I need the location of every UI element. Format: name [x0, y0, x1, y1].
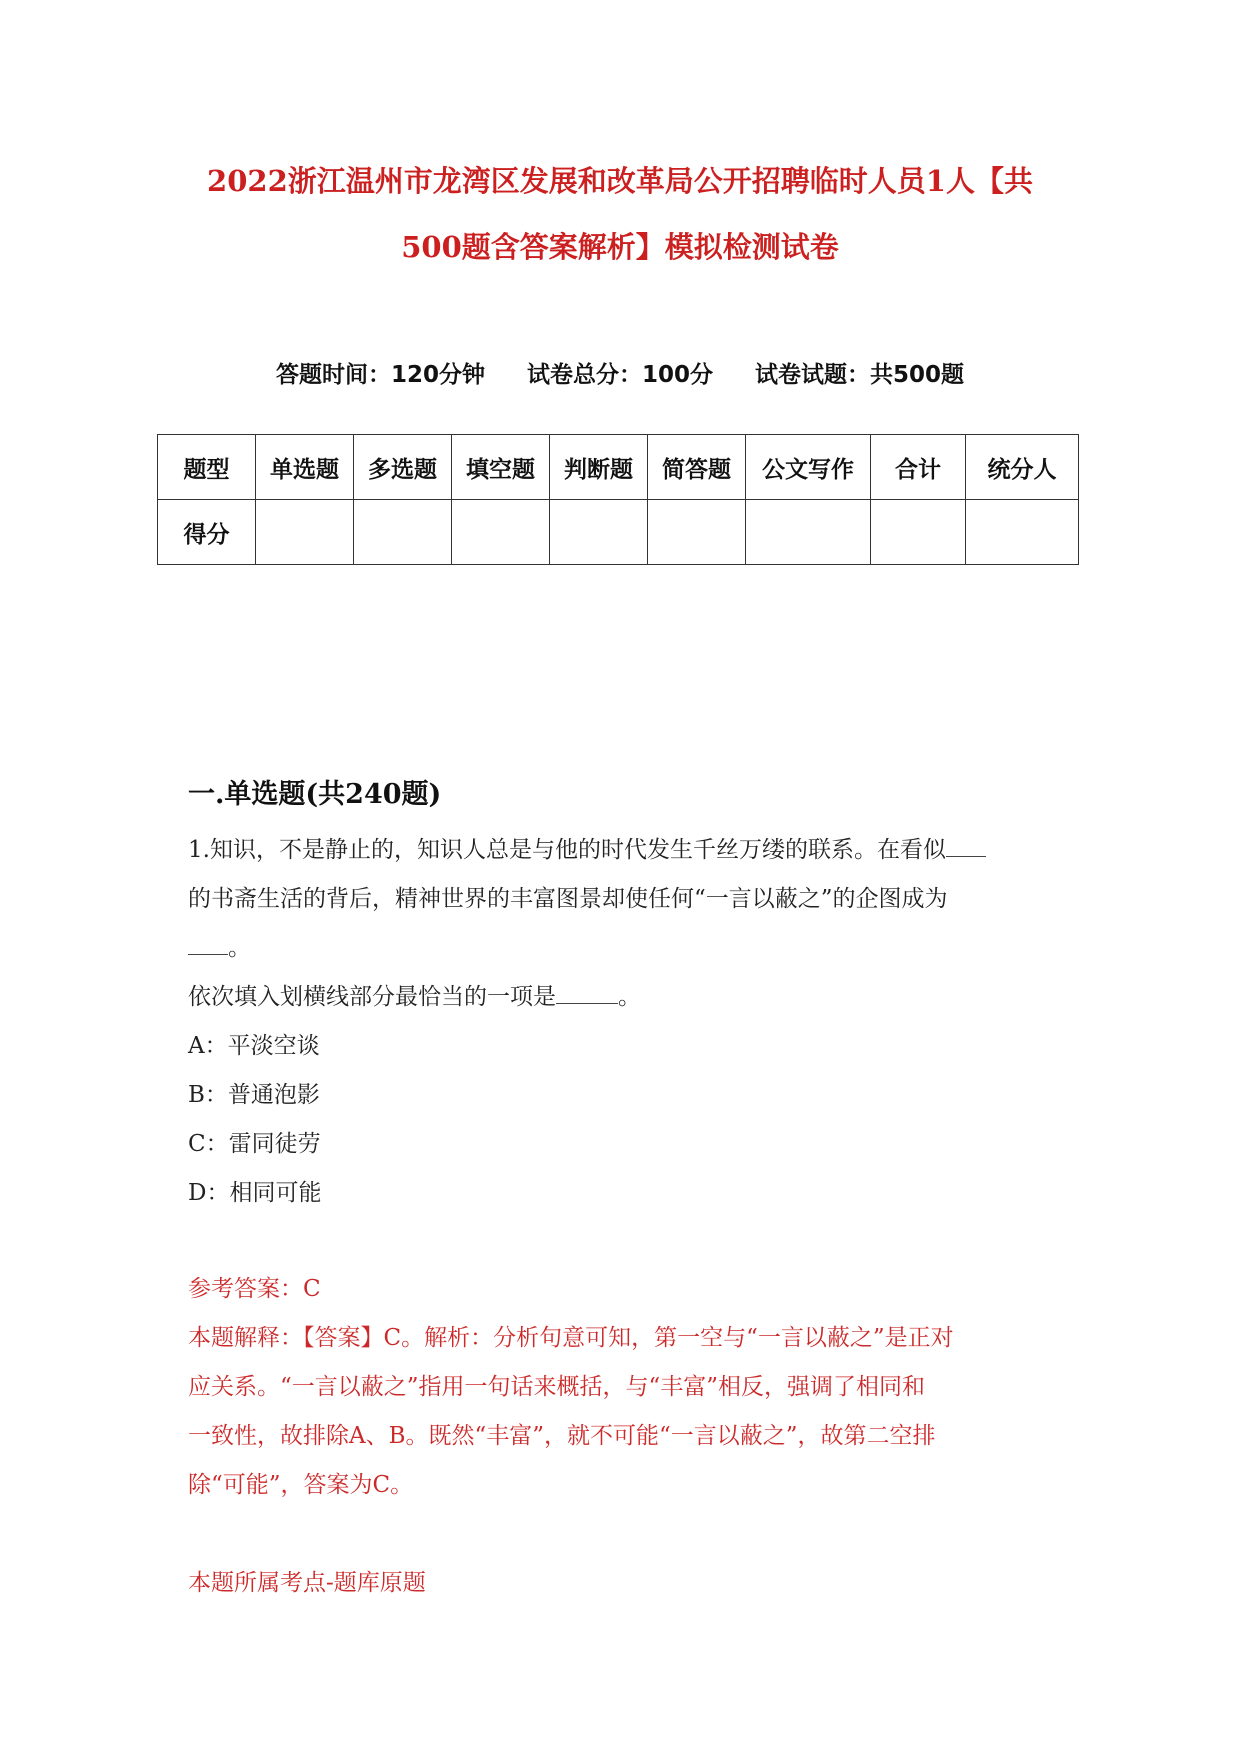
explanation-line: 本题解释：【答案】C。解析：分析句意可知，第一空与“一言以蔽之”是正对	[188, 1325, 954, 1351]
header-cell: 合计	[871, 435, 966, 500]
exam-meta	[0, 356, 1240, 389]
question-stem-text: 1.知识，不是静止的，知识人总是与他的时代发生千丝万缕的联系。在看似	[188, 837, 946, 863]
score-cell	[354, 500, 452, 565]
header-cell: 判断题	[550, 435, 648, 500]
title-line-2: 500题含答案解析】模拟检测试卷	[401, 230, 839, 264]
score-table-score-row	[158, 500, 1079, 565]
fill-blank	[946, 834, 986, 857]
option-b: B：普通泡影	[188, 1082, 320, 1108]
answer-block	[188, 1265, 1068, 1510]
exam-question-count: 试卷试题：共500题	[755, 362, 965, 388]
fill-blank	[188, 932, 228, 955]
score-table	[157, 434, 1079, 565]
option-c: C：雷同徒劳	[188, 1131, 321, 1157]
explanation-line: 一致性，故排除A、B。既然“丰富”，就不可能“一言以蔽之”，故第二空排	[188, 1423, 936, 1449]
score-cell	[648, 500, 746, 565]
question-stem-line	[188, 924, 1068, 973]
score-cell	[871, 500, 966, 565]
topic-block	[188, 1559, 1068, 1608]
exam-time: 答题时间：120分钟	[275, 362, 485, 388]
score-cell	[550, 500, 648, 565]
title-line-1: 2022浙江温州市龙湾区发展和改革局公开招聘临时人员1人【共	[207, 164, 1033, 198]
answer-blank	[556, 981, 618, 1004]
score-cell	[746, 500, 871, 565]
question-1	[188, 826, 1068, 1218]
score-cell	[966, 500, 1079, 565]
option-d: D：相同可能	[188, 1180, 322, 1206]
question-stem-line	[188, 826, 1068, 875]
header-cell: 简答题	[648, 435, 746, 500]
explanation-line: 应关系。“一言以蔽之”指用一句话来概括，与“丰富”相反，强调了相同和	[188, 1374, 926, 1400]
question-stem-line: 的书斋生活的背后，精神世界的丰富图景却使任何“一言以蔽之”的企图成为	[188, 886, 948, 912]
header-cell: 填空题	[452, 435, 550, 500]
score-cell	[256, 500, 354, 565]
score-cell	[452, 500, 550, 565]
question-prompt-end: 。	[618, 984, 641, 1010]
option-a: A：平淡空谈	[188, 1033, 320, 1059]
header-cell: 单选题	[256, 435, 354, 500]
exam-total-score: 试卷总分：100分	[526, 362, 713, 388]
question-prompt	[188, 973, 1068, 1022]
header-cell: 题型	[158, 435, 256, 500]
row-label-cell: 得分	[158, 500, 256, 565]
question-prompt-text: 依次填入划横线部分最恰当的一项是	[188, 984, 556, 1010]
question-stem-text: 。	[228, 935, 251, 961]
header-cell: 多选题	[354, 435, 452, 500]
explanation-line: 除“可能”，答案为C。	[188, 1472, 414, 1498]
document-title	[0, 148, 1240, 280]
header-cell: 公文写作	[746, 435, 871, 500]
question-topic: 本题所属考点-题库原题	[188, 1570, 426, 1596]
reference-answer: 参考答案：C	[188, 1276, 321, 1302]
score-table-header-row	[158, 435, 1079, 500]
header-cell: 统分人	[966, 435, 1079, 500]
section-heading: 一.单选题(共240题)	[188, 779, 442, 810]
